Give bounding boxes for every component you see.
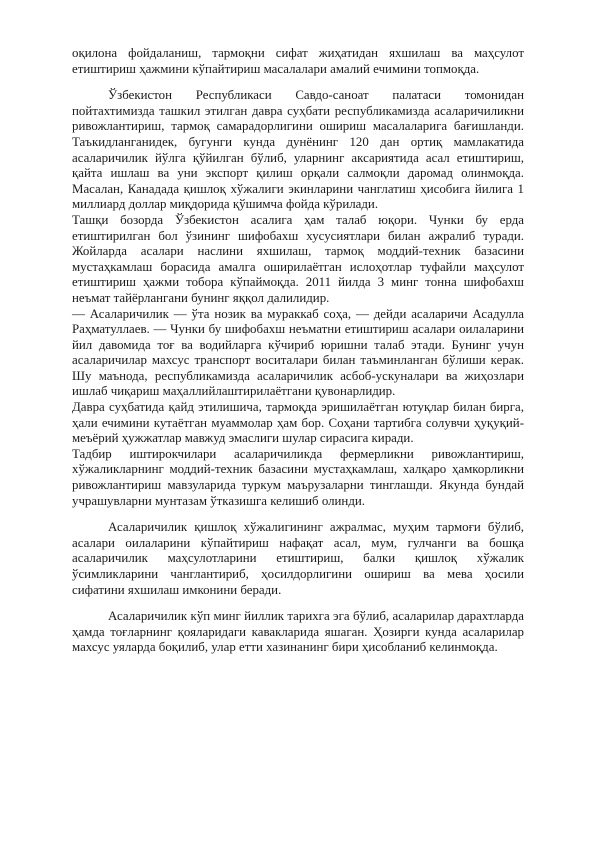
- paragraph: оқилона фойдаланиш, тармоқни сифат жиҳатидан яхшилаш ва маҳсулот етиштириш ҳажмини кўпайтириш масалалари амалий ечимини топмоқда.: [72, 46, 524, 76]
- text-column: [72, 46, 524, 667]
- paragraph: Асаларичилик қишлоқ хўжалигининг ажралмас, муҳим тармоғи бўлиб, асалари оилаларини кўпайтириш нафақат асал, мум, гулчанги ва бошқа асаларичилик маҳсулотларини етиштириш, балки қишлоқ хўжалик ўсимликларини чанглантириб, ҳосилдорлигини ошириш ва мева ҳосили сифатини яхшилаш имконини беради.: [72, 520, 524, 597]
- paragraph: — Асаларичилик — ўта нозик ва мураккаб соҳа, — дейди асаларичи Асадулла Раҳматуллаев. — Чунки бу шифобахш неъматни етиштириш асалари оилаларини йил давомида тоғ ва водийларга кўчириб юришни талаб этади. Бунинг учун асаларичилар махсус транспорт воситалари билан таъминланган бўлиши керак. Шу маънода, республикамизда асаларичилик асбоб-ускуналари ва жиҳозлари ишлаб чиқариш маҳаллийлаштирилаётгани қувонарлидир.: [72, 306, 524, 399]
- paragraph: Асаларичилик кўп минг йиллик тарихга эга бўлиб, асаларилар дарахтларда ҳамда тоғларнинг қояларидаги кавакларида яшаган. Ҳозирги кунда асаларилар махсус уяларда боқилиб, улар етти хазинанинг бири ҳисобланиб келинмоқда.: [72, 609, 524, 655]
- paragraph: Ташқи бозорда Ўзбекистон асалига ҳам талаб юқори. Чунки бу ерда етиштирилган бол ўзининг шифобахш хусусиятлари билан ажралиб туради. Жойларда асалари наслини яхшилаш, тармоқ моддий-техник базасини мустаҳкамлаш борасида амалга оширилаётган ислоҳотлар туфайли маҳсулот етиштириш ҳажми тобора кўпаймоқда. 2011 йилда 3 минг тонна шифобахш неъмат тайёрлангани бунинг яққол далилидир.: [72, 212, 524, 305]
- paragraph: Тадбир иштирокчилари асаларичиликда фермерликни ривожлантириш, хўжаликларнинг моддий-техник базасини мустаҳкамлаш, халқаро ҳамкорликни ривожлантириш мавзуларида туркум маърузаларни тинглашди. Якунда бундай учрашувларни мунтазам ўтказишга келишиб олинди.: [72, 446, 524, 508]
- paragraph: Давра суҳбатида қайд этилишича, тармоқда эришилаётган ютуқлар билан бирга, ҳали ечимини кутаётган муаммолар ҳам бор. Соҳани тартибга солувчи ҳуқуқий-меъёрий ҳужжатлар мавжуд эмаслиги шулар сирасига киради.: [72, 400, 524, 446]
- paragraph: Ўзбекистон Республикаси Савдо-саноат палатаси томонидан пойтахтимизда ташкил этилган давра суҳбати республикамизда асаларичиликни ривожлантириш, тармоқ самарадорлигини ошириш масалаларига бағишланди. Таъкидланганидек, бугунги кунда дунёнинг 120 дан ортиқ мамлакатида асаларичилик йўлга қўйилган бўлиб, уларнинг аксариятида асал етиштириш, қайта ишлаш ва уни экспорт қилиш орқали салмоқли даромад олинмоқда. Масалан, Канадада қишлоқ хўжалиги экинларини чанглатиш ҳисобига йилига 1 миллиард доллар миқдорида қўшимча фойда кўрилади.: [72, 88, 524, 212]
